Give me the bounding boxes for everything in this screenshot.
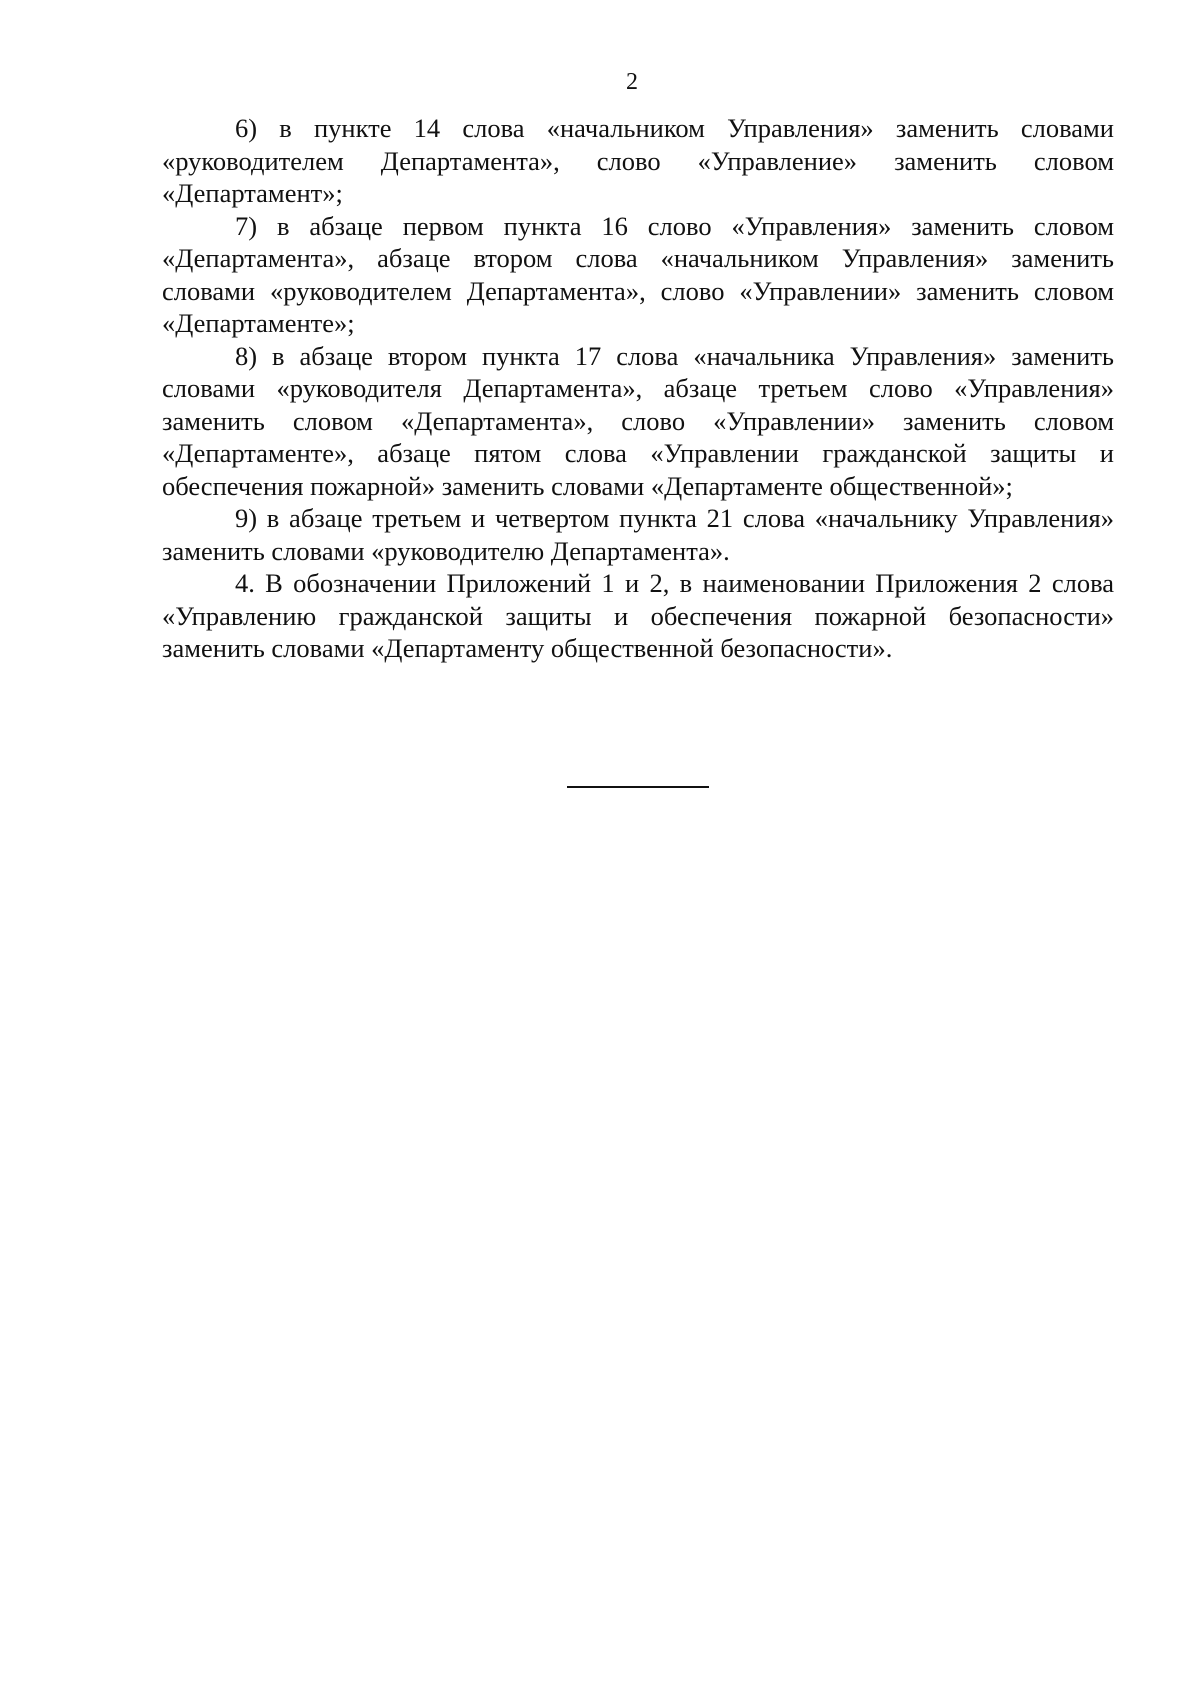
end-of-document-rule [567, 786, 709, 788]
paragraph-item-6: 6) в пункте 14 слова «начальником Управления» заменить словами «руководителем Департамента», слово «Управление» заменить словом «Департамент»; [162, 113, 1114, 208]
paragraph-item-9: 9) в абзаце третьем и четвертом пункта 21 слова «начальнику Управления» заменить словами «руководителю Департамента». [162, 503, 1114, 566]
page-number: 2 [626, 69, 638, 95]
paragraph-item-8: 8) в абзаце втором пункта 17 слова «начальника Управления» заменить словами «руководителя Департамента», абзаце третьем слово «Управления» заменить словом «Департамента», слово «Управлении» заменить словом «Департаменте», абзаце пятом слова «Управлении гражданской защиты и обеспечения пожарной» заменить словами «Департаменте общественной»; [162, 340, 1114, 501]
paragraph-section-4: 4. В обозначении Приложений 1 и 2, в наименовании Приложения 2 слова «Управлению гражданской защиты и обеспечения пожарной безопасности» заменить словами «Департаменту общественной безопасности». [162, 568, 1114, 663]
paragraph-item-7: 7) в абзаце первом пункта 16 слово «Управления» заменить словом «Департамента», абзаце втором слова «начальником Управления» заменить словами «руководителем Департамента», слово «Управлении» заменить словом «Департаменте»; [162, 210, 1114, 338]
document-body [162, 112, 1114, 665]
